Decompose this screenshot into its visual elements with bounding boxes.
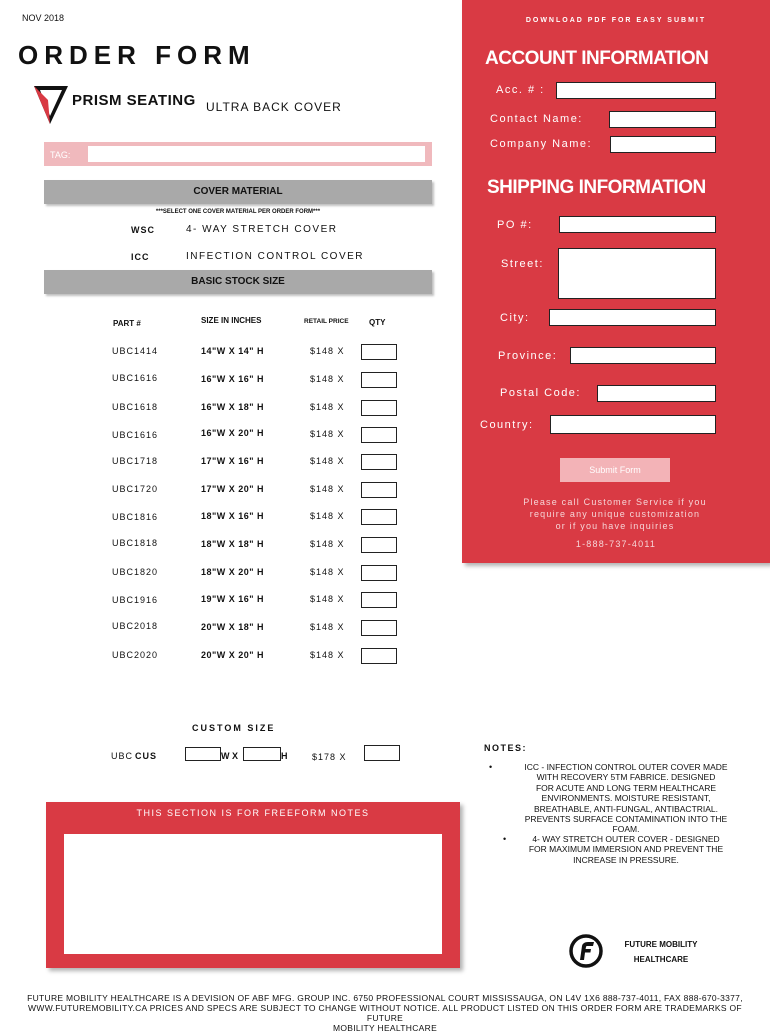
acc-number-input[interactable] bbox=[556, 82, 716, 99]
qty-input[interactable] bbox=[361, 620, 397, 636]
qty-input[interactable] bbox=[361, 427, 397, 443]
freeform-notes-input[interactable] bbox=[64, 834, 442, 954]
po-label: PO #: bbox=[497, 219, 533, 231]
part-number: UBC1816 bbox=[112, 512, 159, 522]
custom-part-prefix: UBC bbox=[111, 751, 134, 761]
col-size: SIZE IN INCHES bbox=[201, 316, 262, 325]
col-qty: QTY bbox=[369, 318, 386, 327]
help-line-2: require any unique customization bbox=[529, 509, 701, 519]
company-name-line2: HEALTHCARE bbox=[633, 955, 689, 964]
note-line: WITH RECOVERY 5TM FABRICE. DESIGNED bbox=[536, 772, 716, 783]
future-mobility-logo-icon bbox=[569, 934, 603, 968]
size-label: 20"W X 18" H bbox=[201, 622, 265, 632]
retail-price: $148 X bbox=[310, 374, 345, 384]
note-line: INCREASE IN PRESSURE. bbox=[573, 854, 679, 865]
note-line: PREVENTS SURFACE CONTAMINATION INTO THE bbox=[524, 814, 728, 825]
col-part: PART # bbox=[113, 319, 141, 328]
brand-name: PRISM SEATING bbox=[72, 92, 196, 109]
size-label: 14"W X 14" H bbox=[201, 346, 265, 356]
page-title: ORDER FORM bbox=[18, 40, 256, 70]
note-line: FOR ACUTE AND LONG TERM HEALTHCARE bbox=[535, 782, 717, 793]
company-name-label: Company Name: bbox=[490, 138, 593, 150]
custom-width-input[interactable] bbox=[185, 747, 221, 761]
size-label: 16"W X 18" H bbox=[201, 402, 265, 412]
retail-price: $148 X bbox=[310, 346, 345, 356]
size-label: 18"W X 18" H bbox=[201, 539, 265, 549]
retail-price: $148 X bbox=[310, 567, 345, 577]
qty-input[interactable] bbox=[361, 537, 397, 553]
bullet-icon: • bbox=[489, 762, 493, 772]
province-input[interactable] bbox=[570, 347, 716, 364]
qty-input[interactable] bbox=[361, 565, 397, 581]
shipping-heading: SHIPPING INFORMATION bbox=[487, 177, 706, 198]
qty-input[interactable] bbox=[361, 592, 397, 608]
customer-service-note bbox=[492, 496, 738, 532]
download-pdf-link[interactable]: DOWNLOAD PDF FOR EASY SUBMIT bbox=[525, 17, 707, 24]
size-label: 16"W X 20" H bbox=[201, 428, 265, 438]
part-number: UBC1616 bbox=[112, 430, 159, 440]
postal-code-label: Postal Code: bbox=[500, 387, 581, 399]
freeform-notes-heading: THIS SECTION IS FOR FREEFORM NOTES bbox=[136, 808, 370, 818]
size-label: 17"W X 16" H bbox=[201, 456, 265, 466]
product-name: ULTRA BACK COVER bbox=[206, 100, 342, 114]
cover-code-icc[interactable]: ICC bbox=[131, 252, 150, 262]
tag-input[interactable] bbox=[88, 146, 425, 162]
qty-input[interactable] bbox=[361, 372, 397, 388]
part-number: UBC1916 bbox=[112, 595, 159, 605]
size-label: 16"W X 16" H bbox=[201, 374, 265, 384]
custom-size-heading: CUSTOM SIZE bbox=[192, 723, 276, 733]
note-item-wsc bbox=[506, 834, 746, 865]
help-line-1: Please call Customer Service if you bbox=[523, 497, 707, 507]
size-label: 18"W X 16" H bbox=[201, 511, 265, 521]
submit-form-button[interactable]: Submit Form bbox=[560, 458, 670, 482]
part-number: UBC1818 bbox=[112, 538, 159, 548]
province-label: Province: bbox=[498, 350, 558, 362]
cover-material-heading: COVER MATERIAL bbox=[44, 180, 432, 204]
country-label: Country: bbox=[480, 419, 534, 431]
part-number: UBC1618 bbox=[112, 402, 159, 412]
note-line: ENVIRONMENTS. MOISTURE RESISTANT, bbox=[541, 793, 711, 804]
contact-name-label: Contact Name: bbox=[490, 113, 583, 125]
retail-price: $148 X bbox=[310, 650, 345, 660]
country-input[interactable] bbox=[550, 415, 716, 434]
footer-line-3: MOBILITY HEALTHCARE bbox=[332, 1023, 438, 1033]
size-label: 20"W X 20" H bbox=[201, 650, 265, 660]
contact-name-input[interactable] bbox=[609, 111, 716, 128]
note-line: FOR MAXIMUM IMMERSION AND PREVENT THE bbox=[528, 844, 724, 855]
qty-input[interactable] bbox=[361, 344, 397, 360]
custom-price: $178 X bbox=[312, 752, 347, 762]
retail-price: $148 X bbox=[310, 402, 345, 412]
qty-input[interactable] bbox=[361, 648, 397, 664]
part-number: UBC1718 bbox=[112, 456, 159, 466]
company-name-input[interactable] bbox=[610, 136, 716, 153]
part-number: UBC1616 bbox=[112, 373, 159, 383]
cover-option-wsc[interactable]: 4- WAY STRETCH COVER bbox=[186, 224, 338, 235]
acc-number-label: Acc. # : bbox=[496, 84, 545, 96]
footer-line-1: FUTURE MOBILITY HEALTHCARE IS A DEVISION OF ABF MFG. GROUP INC. 6750 PROFESSIONAL COURT MISSISSAUGA, ON L4V 1X6 888-737-4011, FAX 888-670-3377, bbox=[27, 993, 743, 1003]
company-name-line1: FUTURE MOBILITY bbox=[624, 940, 698, 949]
part-number: UBC1414 bbox=[112, 346, 159, 356]
po-input[interactable] bbox=[559, 216, 716, 233]
account-heading: ACCOUNT INFORMATION bbox=[485, 48, 709, 69]
note-item-icc bbox=[506, 762, 746, 835]
retail-price: $148 X bbox=[310, 511, 345, 521]
custom-part-suffix: CUS bbox=[135, 751, 158, 761]
custom-height-label: H bbox=[281, 751, 288, 761]
note-line: 4- WAY STRETCH OUTER COVER - DESIGNED bbox=[532, 834, 720, 844]
size-label: 18"W X 20" H bbox=[201, 567, 265, 577]
custom-height-input[interactable] bbox=[243, 747, 281, 761]
cover-code-wsc[interactable]: WSC bbox=[131, 225, 155, 235]
custom-qty-input[interactable] bbox=[364, 745, 400, 761]
retail-price: $148 X bbox=[310, 429, 345, 439]
part-number: UBC2018 bbox=[112, 621, 159, 631]
size-label: 17"W X 20" H bbox=[201, 484, 265, 494]
phone-number: 1-888-737-4011 bbox=[575, 539, 657, 549]
retail-price: $148 X bbox=[310, 539, 345, 549]
footer-disclaimer bbox=[10, 993, 760, 1033]
street-input[interactable] bbox=[558, 248, 716, 299]
basic-stock-heading: BASIC STOCK SIZE bbox=[44, 270, 432, 294]
tag-label: TAG: bbox=[50, 150, 71, 160]
note-line: ICC - INFECTION CONTROL OUTER COVER MADE bbox=[524, 762, 728, 772]
retail-price: $148 X bbox=[310, 594, 345, 604]
retail-price: $148 X bbox=[310, 456, 345, 466]
custom-width-label: W X bbox=[221, 751, 238, 761]
qty-input[interactable] bbox=[361, 482, 397, 498]
note-line: FOAM. bbox=[612, 824, 640, 835]
cover-option-icc[interactable]: INFECTION CONTROL COVER bbox=[186, 251, 365, 262]
part-number: UBC2020 bbox=[112, 650, 159, 660]
help-line-3: or if you have inquiries bbox=[555, 521, 675, 531]
note-line: BREATHABLE, ANTI-FUNGAL, ANTIBACTRIAL. bbox=[533, 803, 719, 814]
retail-price: $148 X bbox=[310, 622, 345, 632]
qty-input[interactable] bbox=[361, 509, 397, 525]
qty-input[interactable] bbox=[361, 454, 397, 470]
notes-heading: NOTES: bbox=[484, 743, 528, 753]
col-price: RETAIL PRICE bbox=[304, 318, 349, 325]
footer-line-2: WWW.FUTUREMOBILITY.CA PRICES AND SPECS ARE SUBJECT TO CHANGE WITHOUT NOTICE. ALL PRODUCT LISTED ON THIS ORDER FORM ARE TRADEMARKS OF FUTURE bbox=[28, 1003, 742, 1023]
postal-code-input[interactable] bbox=[597, 385, 716, 402]
street-label: Street: bbox=[501, 258, 544, 270]
bullet-icon: • bbox=[503, 834, 507, 844]
size-label: 19"W X 16" H bbox=[201, 594, 265, 604]
part-number: UBC1720 bbox=[112, 484, 159, 494]
qty-input[interactable] bbox=[361, 400, 397, 416]
city-input[interactable] bbox=[549, 309, 716, 326]
prism-logo-icon bbox=[32, 82, 70, 128]
city-label: City: bbox=[500, 312, 530, 324]
cover-material-note: ***SELECT ONE COVER MATERIAL PER ORDER FORM*** bbox=[155, 209, 321, 215]
part-number: UBC1820 bbox=[112, 567, 159, 577]
retail-price: $148 X bbox=[310, 484, 345, 494]
form-date: NOV 2018 bbox=[22, 13, 65, 23]
